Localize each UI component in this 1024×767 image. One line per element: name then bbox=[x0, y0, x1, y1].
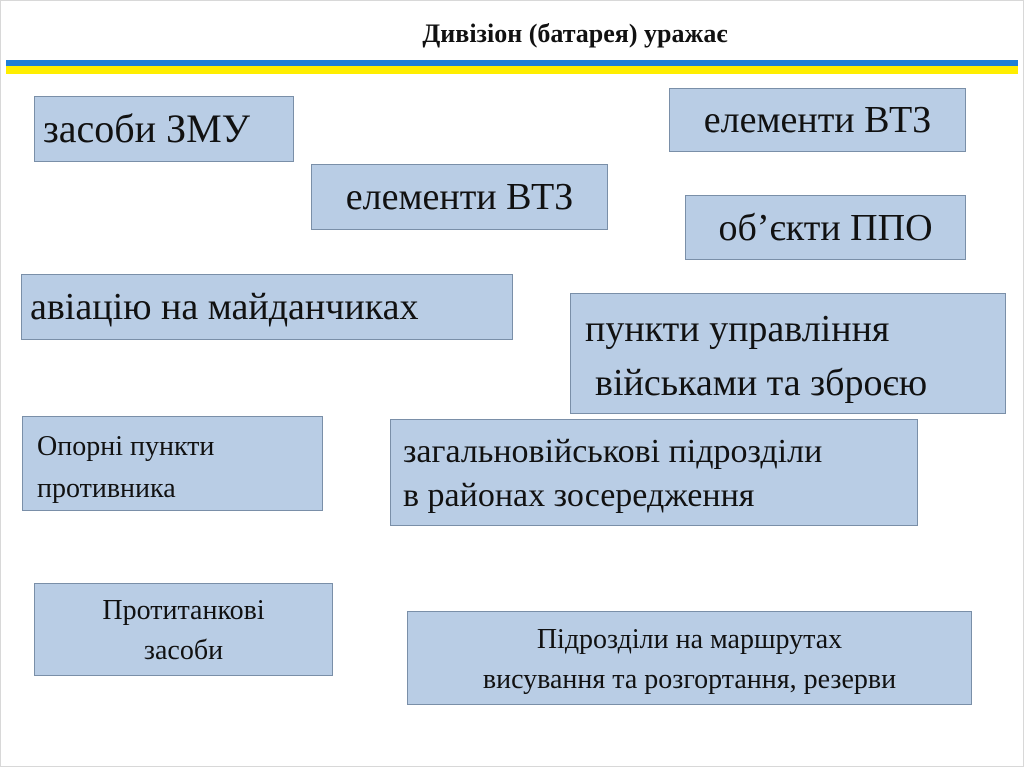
box-general-units-line1: загальновійськові підрозділи bbox=[403, 433, 823, 470]
box-antitank-line2: засоби bbox=[143, 635, 224, 666]
box-command-posts-line2: військами та зброєю bbox=[595, 362, 928, 404]
box-ppo-label: об’єкти ППО bbox=[718, 206, 933, 249]
box-antitank bbox=[34, 583, 333, 676]
box-route-units-line1: Підрозділи на маршрутах bbox=[536, 624, 843, 655]
box-general-units bbox=[390, 419, 918, 526]
box-command-posts bbox=[570, 293, 1006, 414]
box-general-units-line2: в районах зосередження bbox=[403, 477, 755, 514]
box-route-units bbox=[407, 611, 972, 705]
box-vtz-right-label: елементи ВТЗ bbox=[703, 99, 932, 141]
box-aviation bbox=[21, 274, 513, 340]
box-command-posts-line1: пункти управління bbox=[585, 308, 890, 350]
box-strongpoints bbox=[22, 416, 323, 511]
box-route-units-line2: висування та розгортання, резерви bbox=[482, 664, 897, 695]
box-vtz-center-label: елементи ВТЗ bbox=[345, 176, 574, 218]
box-vtz-center bbox=[311, 164, 608, 230]
box-vtz-right bbox=[669, 88, 966, 152]
box-strongpoints-line1: Опорні пункти bbox=[37, 431, 215, 462]
box-strongpoints-line2: противника bbox=[37, 473, 176, 504]
box-zmu bbox=[34, 96, 294, 162]
slide-title: Дивізіон (батарея) уражає bbox=[422, 19, 728, 48]
box-antitank-line1: Протитанкові bbox=[102, 595, 265, 626]
box-ppo bbox=[685, 195, 966, 260]
box-zmu-label: засоби ЗМУ bbox=[43, 106, 250, 151]
title-underline-yellow bbox=[6, 66, 1018, 74]
box-aviation-label: авіацію на майданчиках bbox=[30, 286, 419, 328]
